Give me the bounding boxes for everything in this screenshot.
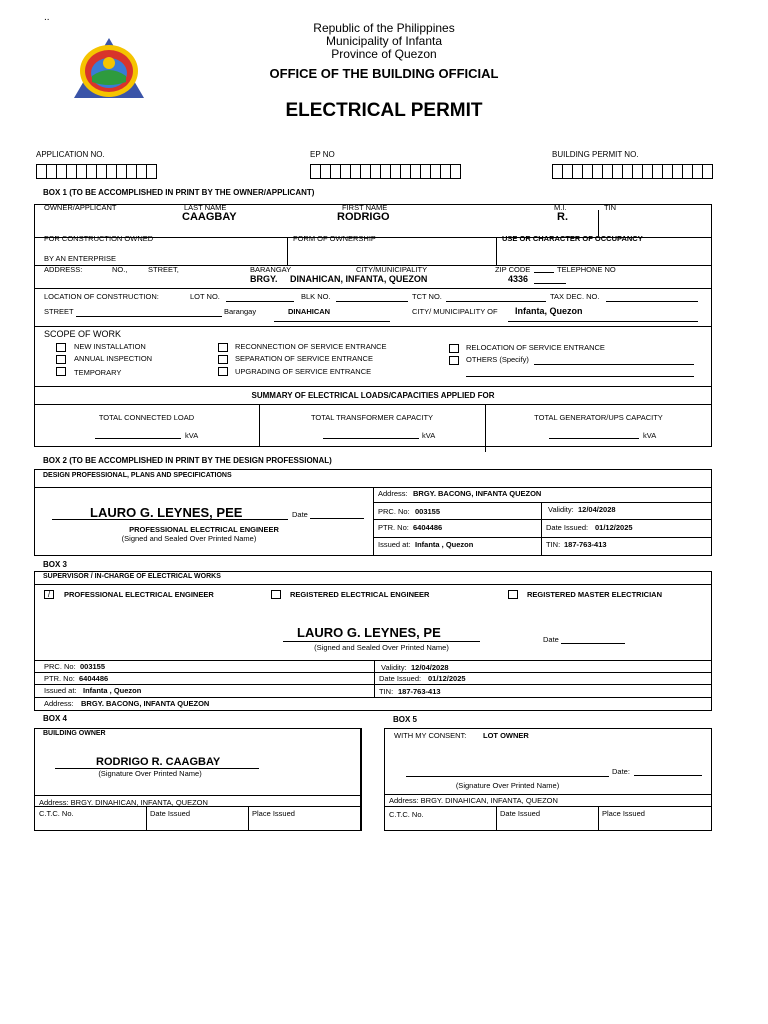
- first-name-label: FIRST NAME: [342, 203, 388, 212]
- supervisor-pee-checkbox[interactable]: [44, 590, 54, 599]
- box3-address-label: Address:: [44, 699, 74, 708]
- box2-ptr-label: PTR. No:: [378, 523, 409, 532]
- box4-place-issued-label: Place Issued: [252, 809, 295, 818]
- street2-field[interactable]: [76, 316, 222, 317]
- lot-no-field[interactable]: [226, 301, 294, 302]
- box2-tin-label: TIN:: [546, 540, 561, 549]
- box3-prc-value[interactable]: 003155: [80, 662, 106, 671]
- building-permit-no-field[interactable]: [552, 164, 712, 179]
- tax-dec-field[interactable]: [606, 301, 698, 302]
- box2-date-issued-label: Date Issued:: [546, 523, 589, 532]
- others-specify-field[interactable]: [534, 364, 694, 365]
- ep-no-field[interactable]: [310, 164, 460, 179]
- tax-dec-label: TAX DEC. NO.: [550, 292, 600, 301]
- box4-address[interactable]: Address: BRGY. DINAHICAN, INFANTA, QUEZON: [39, 798, 208, 807]
- blk-no-field[interactable]: [336, 301, 408, 302]
- box2-tin-value[interactable]: 187-763-413: [564, 540, 607, 549]
- supervisor-rme-checkbox[interactable]: [508, 590, 518, 599]
- summary-loads-label: SUMMARY OF ELECTRICAL LOADS/CAPACITIES APPLIED FOR: [251, 391, 495, 400]
- temporary-label: TEMPORARY: [74, 368, 122, 377]
- new-installation-checkbox[interactable]: [56, 343, 66, 352]
- enterprise-label: BY AN ENTERPRISE: [44, 254, 116, 263]
- blk-no-label: BLK NO.: [301, 292, 331, 301]
- box2-issued-at-label: Issued at:: [378, 540, 411, 549]
- application-no-field[interactable]: [36, 164, 156, 179]
- box3-prc-label: PRC. No:: [44, 662, 76, 671]
- supervisor-ree-checkbox[interactable]: [271, 590, 281, 599]
- annual-inspection-checkbox[interactable]: [56, 355, 66, 364]
- box3-date-field[interactable]: [561, 643, 625, 644]
- address-label: ADDRESS:: [44, 265, 83, 274]
- connected-load-field[interactable]: [95, 438, 181, 439]
- box2-date-issued-value[interactable]: 01/12/2025: [595, 523, 633, 532]
- construction-owned-label: FOR CONSTRUCTION OWNED: [44, 234, 154, 243]
- location-construction-label: LOCATION OF CONSTRUCTION:: [44, 292, 159, 301]
- box3-issued-at-label: Issued at:: [44, 686, 77, 695]
- corner-mark: ..: [44, 12, 50, 23]
- new-installation-label: NEW INSTALLATION: [74, 342, 146, 351]
- upgrading-label: UPGRADING OF SERVICE ENTRANCE: [235, 367, 372, 376]
- annual-inspection-label: ANNUAL INSPECTION: [74, 354, 153, 363]
- supervisor-name[interactable]: LAURO G. LEYNES, PE: [297, 625, 441, 640]
- box3-ptr-value[interactable]: 6404486: [79, 674, 109, 683]
- transformer-capacity-unit: kVA: [422, 431, 436, 440]
- owner-mi[interactable]: R.: [557, 211, 568, 223]
- box2-prc-label: PRC. No:: [378, 507, 410, 516]
- scope-of-work-label: SCOPE OF WORK: [44, 329, 122, 339]
- address-barangay-label: BARANGAY: [250, 265, 292, 274]
- telephone-label: TELEPHONE NO: [557, 265, 616, 274]
- tct-no-field[interactable]: [446, 301, 546, 302]
- box2-date-label: Date: [292, 510, 308, 519]
- box3-tin-value[interactable]: 187-763-413: [398, 687, 441, 696]
- box1-heading: BOX 1 (TO BE ACCOMPLISHED IN PRINT BY THE OWNER/APPLICANT): [43, 188, 315, 197]
- header-republic: Republic of the Philippines: [313, 21, 455, 35]
- box3-validity-label: Validity:: [381, 663, 407, 672]
- address-no-label: NO.,: [112, 265, 128, 274]
- box4-frame: [34, 728, 362, 831]
- upgrading-checkbox[interactable]: [218, 367, 228, 376]
- transformer-capacity-field[interactable]: [323, 438, 419, 439]
- permit-title: ELECTRICAL PERMIT: [285, 100, 483, 121]
- box2-prc-value[interactable]: 003155: [415, 507, 441, 516]
- street2-label: STREET: [44, 307, 74, 316]
- separation-label: SEPARATION OF SERVICE ENTRANCE: [235, 354, 373, 363]
- supervisor-ree-label: REGISTERED ELECTRICAL ENGINEER: [290, 590, 430, 599]
- building-permit-no-label: BUILDING PERMIT NO.: [552, 150, 639, 159]
- others-checkbox[interactable]: [449, 356, 459, 365]
- city2-value[interactable]: Infanta, Quezon: [515, 306, 583, 316]
- lot-no-label: LOT NO.: [190, 292, 220, 301]
- box3-signed-caption: (Signed and Sealed Over Printed Name): [314, 643, 449, 652]
- box3-sub-label: SUPERVISOR / IN-CHARGE OF ELECTRICAL WORKS: [43, 573, 221, 580]
- box2-ptr-value[interactable]: 6404486: [413, 523, 443, 532]
- box2-signed-caption: (Signed and Sealed Over Printed Name): [121, 534, 257, 543]
- box4-signed-caption: (Signature Over Printed Name): [98, 769, 202, 778]
- box3-validity-value[interactable]: 12/04/2028: [411, 663, 449, 672]
- ep-no-label: EP NO: [310, 150, 335, 159]
- box4-ctc-label: C.T.C. No.: [39, 809, 74, 818]
- connected-load-label: TOTAL CONNECTED LOAD: [98, 413, 195, 422]
- municipal-seal-icon: [72, 36, 146, 100]
- temporary-checkbox[interactable]: [56, 367, 66, 376]
- box3-heading: BOX 3: [43, 560, 68, 569]
- box5-address[interactable]: Address: BRGY. DINAHICAN, INFANTA, QUEZON: [389, 796, 558, 805]
- city2-label: CITY/ MUNICIPALITY OF: [412, 307, 498, 316]
- box2-address-value[interactable]: BRGY. BACONG, INFANTA QUEZON: [413, 489, 542, 498]
- relocation-checkbox[interactable]: [449, 344, 459, 353]
- connected-load-unit: kVA: [185, 431, 199, 440]
- box5-signed-caption: (Signature Over Printed Name): [455, 781, 560, 790]
- box2-issued-at-value[interactable]: Infanta , Quezon: [415, 540, 474, 549]
- box3-date-issued-label: Date Issued:: [379, 674, 422, 683]
- lot-owner-signature-field[interactable]: [406, 776, 609, 777]
- barangay2-value[interactable]: DINAHICAN: [288, 307, 331, 316]
- owner-applicant-label: OWNER/APPLICANT: [44, 203, 117, 212]
- tct-no-label: TCT NO.: [412, 292, 442, 301]
- office-title: OFFICE OF THE BUILDING OFFICIAL: [269, 66, 499, 81]
- box5-date-issued-label: Date Issued: [500, 809, 541, 818]
- form-ownership-label: FORM OF OWNERSHIP: [293, 234, 376, 243]
- box5-heading: BOX 5: [393, 715, 418, 724]
- box3-ptr-label: PTR. No:: [44, 674, 75, 683]
- box5-date-label: Date:: [612, 767, 630, 776]
- box3-date-issued-value[interactable]: 01/12/2025: [428, 674, 466, 683]
- check-mark-icon: /: [47, 590, 51, 599]
- box5-consent-value[interactable]: LOT OWNER: [483, 731, 529, 740]
- barangay2-label: Barangay: [224, 307, 257, 316]
- box3-issued-at-value[interactable]: Infanta , Quezon: [83, 686, 142, 695]
- others-label: OTHERS (Specify): [466, 355, 529, 364]
- box5-date-field[interactable]: [634, 775, 702, 776]
- relocation-label: RELOCATION OF SERVICE ENTRANCE: [466, 343, 605, 352]
- last-name-label: LAST NAME: [184, 203, 227, 212]
- separation-checkbox[interactable]: [218, 355, 228, 364]
- generator-capacity-label: TOTAL GENERATOR/UPS CAPACITY: [534, 413, 663, 422]
- box2-role: PROFESSIONAL ELECTRICAL ENGINEER: [129, 525, 279, 534]
- address-city-label: CITY/MUNICIPALITY: [356, 265, 428, 274]
- box5-consent-label: WITH MY CONSENT:: [394, 731, 467, 740]
- zip-code-label: ZIP CODE: [495, 265, 531, 274]
- generator-capacity-unit: kVA: [643, 431, 657, 440]
- box3-date-label: Date: [543, 635, 559, 644]
- address-value[interactable]: DINAHICAN, INFANTA, QUEZON: [290, 274, 428, 284]
- use-occupancy-label: USE OR CHARACTER OF OCCUPANCY: [502, 234, 643, 243]
- box4-heading: BOX 4: [43, 714, 68, 723]
- box2-sub-label: DESIGN PROFESSIONAL, PLANS AND SPECIFICATIONS: [43, 472, 232, 479]
- zip-code-value[interactable]: 4336: [508, 274, 529, 284]
- application-no-label: APPLICATION NO.: [36, 150, 105, 159]
- box4-date-issued-label: Date Issued: [150, 809, 191, 818]
- owner-last-name[interactable]: CAAGBAY: [182, 211, 237, 223]
- owner-first-name[interactable]: RODRIGO: [337, 211, 390, 223]
- box2-validity-label: Validity:: [548, 505, 574, 514]
- supervisor-rme-label: REGISTERED MASTER ELECTRICIAN: [527, 590, 663, 599]
- box5-frame: [384, 728, 712, 831]
- box2-heading: BOX 2 (TO BE ACCOMPLISHED IN PRINT BY THE DESIGN PROFESSIONAL): [43, 456, 332, 465]
- box5-ctc-label: C.T.C. No.: [389, 810, 424, 819]
- box3-tin-label: TIN:: [379, 687, 394, 696]
- header-municipality: Municipality of Infanta: [325, 34, 443, 48]
- reconnection-checkbox[interactable]: [218, 343, 228, 352]
- box5-place-issued-label: Place Issued: [602, 809, 645, 818]
- address-prefix[interactable]: BRGY.: [250, 274, 278, 284]
- design-professional-name[interactable]: LAURO G. LEYNES, PEE: [90, 505, 243, 520]
- supervisor-pee-label: PROFESSIONAL ELECTRICAL ENGINEER: [64, 590, 214, 599]
- tin-label: TIN: [604, 203, 617, 212]
- box4-sub-label: BUILDING OWNER: [43, 730, 106, 737]
- box3-address-value[interactable]: BRGY. BACONG, INFANTA QUEZON: [81, 699, 210, 708]
- reconnection-label: RECONNECTION OF SERVICE ENTRANCE: [235, 342, 387, 351]
- box2-date-field[interactable]: [310, 518, 364, 519]
- box2-address-label: Address:: [378, 489, 408, 498]
- box2-validity-value[interactable]: 12/04/2028: [578, 505, 616, 514]
- address-street-label: STREET,: [148, 265, 179, 274]
- generator-capacity-field[interactable]: [549, 438, 639, 439]
- mi-label: M.I.: [554, 203, 567, 212]
- building-owner-name[interactable]: RODRIGO R. CAAGBAY: [96, 756, 221, 768]
- header-province: Province of Quezon: [331, 47, 437, 61]
- transformer-capacity-label: TOTAL TRANSFORMER CAPACITY: [310, 413, 434, 422]
